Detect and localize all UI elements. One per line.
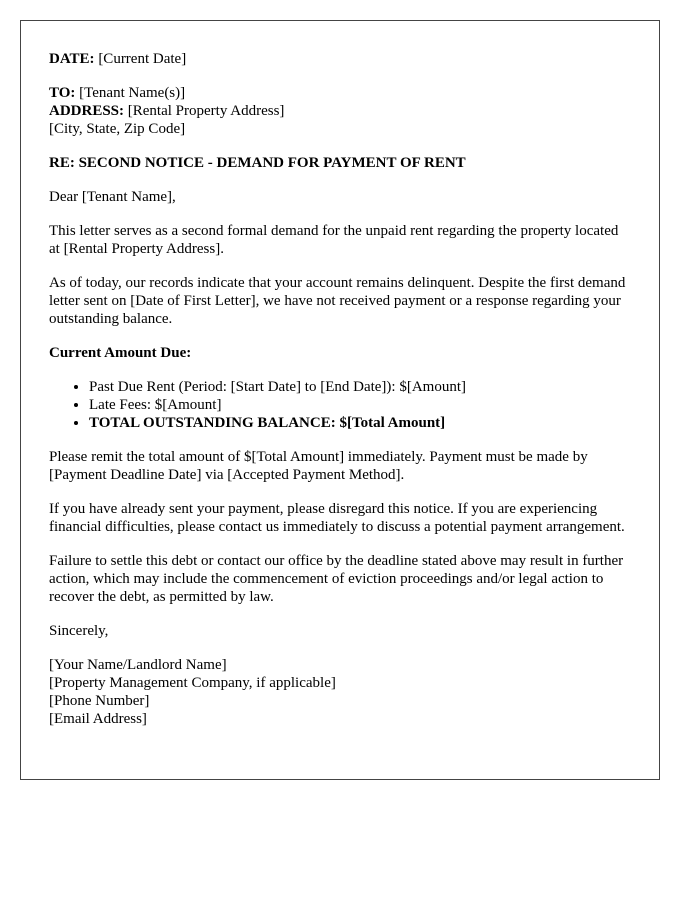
- list-item-late-fees: • Late Fees: $[Amount]: [89, 396, 631, 414]
- list-item-past-due-rent: • Past Due Rent (Period: [Start Date] to [End Date]): $[Amount]: [89, 378, 631, 396]
- failure-paragraph: Failure to settle this debt or contact our office by the deadline stated above may result in further action, which may include the commencement of eviction proceedings and/or legal action to recover the debt, as permitted by law.: [49, 553, 624, 605]
- recipient-block: [49, 84, 631, 138]
- date-line: [49, 50, 631, 68]
- delinquent-paragraph: As of today, our records indicate that your account remains delinquent. Despite the first demand letter sent on [Date of First Letter], we have not received payment or a response regarding your outstanding balance.: [49, 275, 626, 327]
- to-label: TO:: [49, 85, 76, 101]
- letter-page: [20, 20, 660, 780]
- to-value: [Tenant Name(s)]: [79, 85, 186, 101]
- total-balance-text: TOTAL OUTSTANDING BALANCE: $[Total Amount]: [89, 415, 446, 431]
- address-value: [Rental Property Address]: [127, 103, 285, 119]
- signature-block: [49, 656, 631, 728]
- signature-name: [Your Name/Landlord Name]: [49, 657, 227, 673]
- address-label: ADDRESS:: [49, 103, 125, 119]
- salutation: Dear [Tenant Name],: [49, 189, 176, 205]
- city-line: [City, State, Zip Code]: [49, 121, 186, 137]
- amount-due-list: [49, 378, 631, 432]
- sign-off: Sincerely,: [49, 623, 109, 639]
- date-value: [Current Date]: [98, 51, 187, 67]
- date-label: DATE:: [49, 51, 95, 67]
- amount-due-heading: Current Amount Due:: [49, 345, 192, 361]
- signature-company: [Property Management Company, if applicable]: [49, 675, 336, 691]
- address-line: [49, 102, 631, 120]
- list-item-total-balance: [89, 414, 631, 432]
- to-line: [49, 84, 631, 102]
- signature-phone: [Phone Number]: [49, 693, 150, 709]
- intro-paragraph: This letter serves as a second formal demand for the unpaid rent regarding the property located at [Rental Property Address].: [49, 223, 619, 257]
- subject-line: RE: SECOND NOTICE - DEMAND FOR PAYMENT OF RENT: [49, 155, 466, 171]
- disregard-paragraph: If you have already sent your payment, please disregard this notice. If you are experiencing financial difficulties, please contact us immediately to discuss a potential payment arrangement.: [49, 501, 625, 535]
- signature-email: [Email Address]: [49, 711, 147, 727]
- remit-paragraph: Please remit the total amount of $[Total Amount] immediately. Payment must be made by [Payment Deadline Date] via [Accepted Payment Method].: [49, 449, 588, 483]
